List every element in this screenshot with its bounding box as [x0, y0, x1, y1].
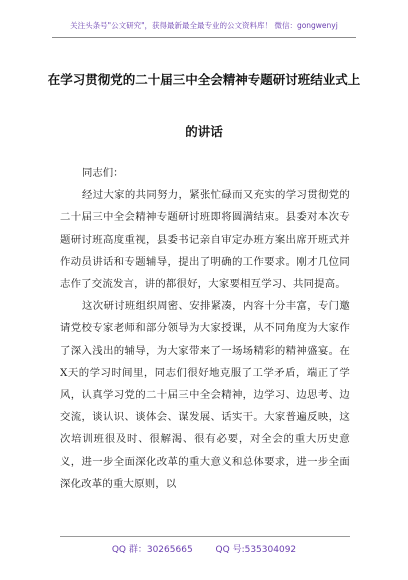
salutation: 同志们： [82, 167, 124, 179]
footer-qq-group: QQ 群：30265665 [111, 545, 193, 555]
document-body [60, 162, 350, 495]
page-header-note: 关注头条号"公文研究"，获得最新最全最专业的公文资料库！ 微信：gongwenyj [70, 21, 338, 30]
footer-qq-number: QQ 号:535304092 [215, 545, 297, 555]
footer-divider [60, 536, 350, 537]
document-title-line-2: 的讲话 [185, 124, 223, 139]
header-divider [52, 37, 356, 38]
page-footer [0, 542, 408, 555]
paragraph-1: 经过大家的共同努力，紧张忙碌而又充实的学习贯彻党的二十届三中全会精神专题研讨班即将圆满结束。县委对本次专题研讨班高度重视，县委书记亲自审定办班方案出席开班式并作动员讲话和专题辅导，提出了明确的工作要求。刚才几位同志作了交流发言，讲的都很好，大家要相互学习、共同提高。 [60, 189, 350, 291]
document-title-line-1: 在学习贯彻党的二十届三中全会精神专题研讨班结业式上 [47, 72, 361, 87]
paragraph-2: 这次研讨班组织周密、安排紧凑，内容十分丰富，专门邀请党校专家老师和部分领导为大家授课，从不同角度为大家作了深入浅出的辅导，为大家带来了一场场精彩的精神盛宴。在X天的学习时间里，同志们很好地克服了工学矛盾，端正了学风，认真学习党的二十届三中全会精神，边学习、边思考、边交流，谈认识、谈体会、谋发展、话实干。大家普遍反映，这次培训班很及时、很解渴、很有必要，对全会的重大历史意义，进一步全面深化改革的重大意义和总体要求，进一步全面深化改革的重大原则，以 [60, 300, 350, 490]
